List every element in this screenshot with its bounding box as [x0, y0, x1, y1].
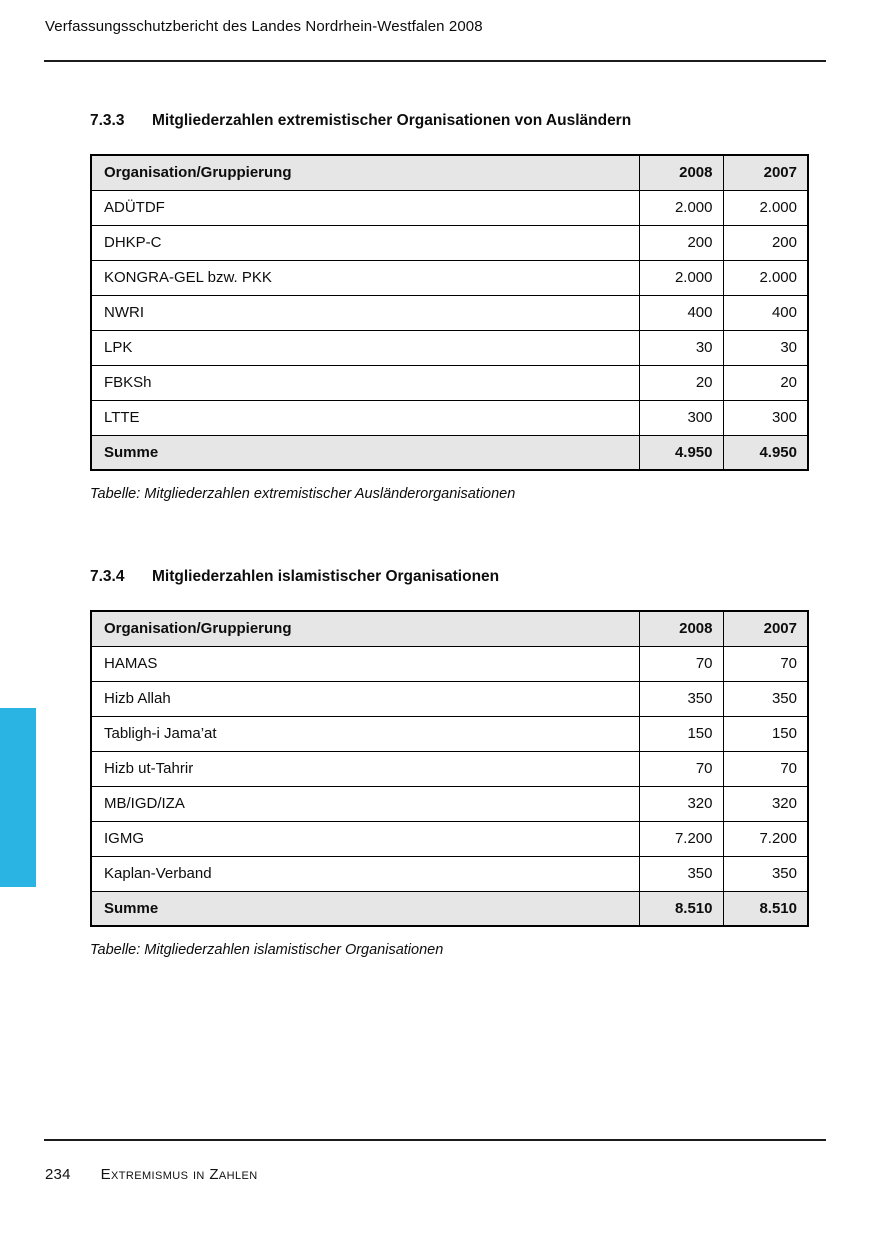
col-header-2008: 2008	[639, 611, 723, 646]
org-name: NWRI	[91, 295, 639, 330]
page-number: 234	[45, 1166, 71, 1183]
org-name: MB/IGD/IZA	[91, 786, 639, 821]
value-2007: 400	[723, 295, 808, 330]
col-header-organisation: Organisation/Gruppierung	[91, 155, 639, 190]
value-2007: 350	[723, 681, 808, 716]
table-row	[91, 190, 808, 225]
org-name: LTTE	[91, 400, 639, 435]
value-2007: 320	[723, 786, 808, 821]
footer-divider	[44, 1139, 826, 1141]
value-2008: 70	[639, 646, 723, 681]
header-divider	[44, 60, 826, 62]
table-row	[91, 295, 808, 330]
value-2007: 350	[723, 856, 808, 891]
value-2007: 30	[723, 330, 808, 365]
section-title: Mitgliederzahlen islamistischer Organisationen	[152, 568, 500, 585]
value-2007: 300	[723, 400, 808, 435]
table-row	[91, 716, 808, 751]
org-name: IGMG	[91, 821, 639, 856]
members-table-auslaender	[90, 154, 809, 471]
section-heading	[90, 568, 807, 586]
section-number: 7.3.3	[90, 112, 125, 129]
summary-label: Summe	[91, 435, 639, 470]
table-caption: Tabelle: Mitgliederzahlen extremistischer Ausländerorganisationen	[90, 486, 516, 502]
table-row	[91, 646, 808, 681]
org-name: Hizb Allah	[91, 681, 639, 716]
page-edge-tab	[0, 708, 36, 887]
value-2008: 20	[639, 365, 723, 400]
value-2007: 200	[723, 225, 808, 260]
value-2008: 300	[639, 400, 723, 435]
col-header-organisation: Organisation/Gruppierung	[91, 611, 639, 646]
value-2008: 30	[639, 330, 723, 365]
value-2007: 2.000	[723, 190, 808, 225]
table-row	[91, 225, 808, 260]
table-caption: Tabelle: Mitgliederzahlen islamistischer Organisationen	[90, 942, 444, 958]
table-row	[91, 821, 808, 856]
summary-row	[91, 435, 808, 470]
col-header-2007: 2007	[723, 155, 808, 190]
org-name: FBKSh	[91, 365, 639, 400]
col-header-2008: 2008	[639, 155, 723, 190]
value-2008: 350	[639, 856, 723, 891]
table-row	[91, 365, 808, 400]
table-row	[91, 856, 808, 891]
value-2008: 2.000	[639, 190, 723, 225]
summary-label: Summe	[91, 891, 639, 926]
value-2008: 70	[639, 751, 723, 786]
summary-2007: 8.510	[723, 891, 808, 926]
value-2007: 7.200	[723, 821, 808, 856]
footer-section-label: Extremismus in Zahlen	[100, 1166, 258, 1183]
value-2007: 70	[723, 751, 808, 786]
org-name: DHKP-C	[91, 225, 639, 260]
section-7-3-4	[90, 568, 807, 958]
summary-2007: 4.950	[723, 435, 808, 470]
table-header-row	[91, 611, 808, 646]
page-footer	[45, 1166, 258, 1183]
page-header-title: Verfassungsschutzbericht des Landes Nordrhein-Westfalen 2008	[45, 18, 483, 35]
value-2008: 7.200	[639, 821, 723, 856]
org-name: Hizb ut-Tahrir	[91, 751, 639, 786]
table-row	[91, 751, 808, 786]
summary-2008: 4.950	[639, 435, 723, 470]
section-7-3-3	[90, 112, 807, 502]
org-name: LPK	[91, 330, 639, 365]
value-2007: 150	[723, 716, 808, 751]
members-table-islamistisch	[90, 610, 809, 927]
table-row	[91, 260, 808, 295]
section-title: Mitgliederzahlen extremistischer Organisationen von Ausländern	[152, 112, 632, 129]
table-row	[91, 786, 808, 821]
org-name: Kaplan-Verband	[91, 856, 639, 891]
value-2008: 2.000	[639, 260, 723, 295]
value-2008: 350	[639, 681, 723, 716]
table-header-row	[91, 155, 808, 190]
col-header-2007: 2007	[723, 611, 808, 646]
section-number: 7.3.4	[90, 568, 125, 585]
value-2007: 70	[723, 646, 808, 681]
value-2008: 150	[639, 716, 723, 751]
value-2008: 320	[639, 786, 723, 821]
table-row	[91, 330, 808, 365]
summary-2008: 8.510	[639, 891, 723, 926]
org-name: Tabligh-i Jama’at	[91, 716, 639, 751]
value-2008: 400	[639, 295, 723, 330]
value-2007: 20	[723, 365, 808, 400]
table-row	[91, 681, 808, 716]
summary-row	[91, 891, 808, 926]
section-heading	[90, 112, 807, 130]
org-name: ADÜTDF	[91, 190, 639, 225]
org-name: HAMAS	[91, 646, 639, 681]
value-2007: 2.000	[723, 260, 808, 295]
value-2008: 200	[639, 225, 723, 260]
org-name: KONGRA-GEL bzw. PKK	[91, 260, 639, 295]
table-row	[91, 400, 808, 435]
